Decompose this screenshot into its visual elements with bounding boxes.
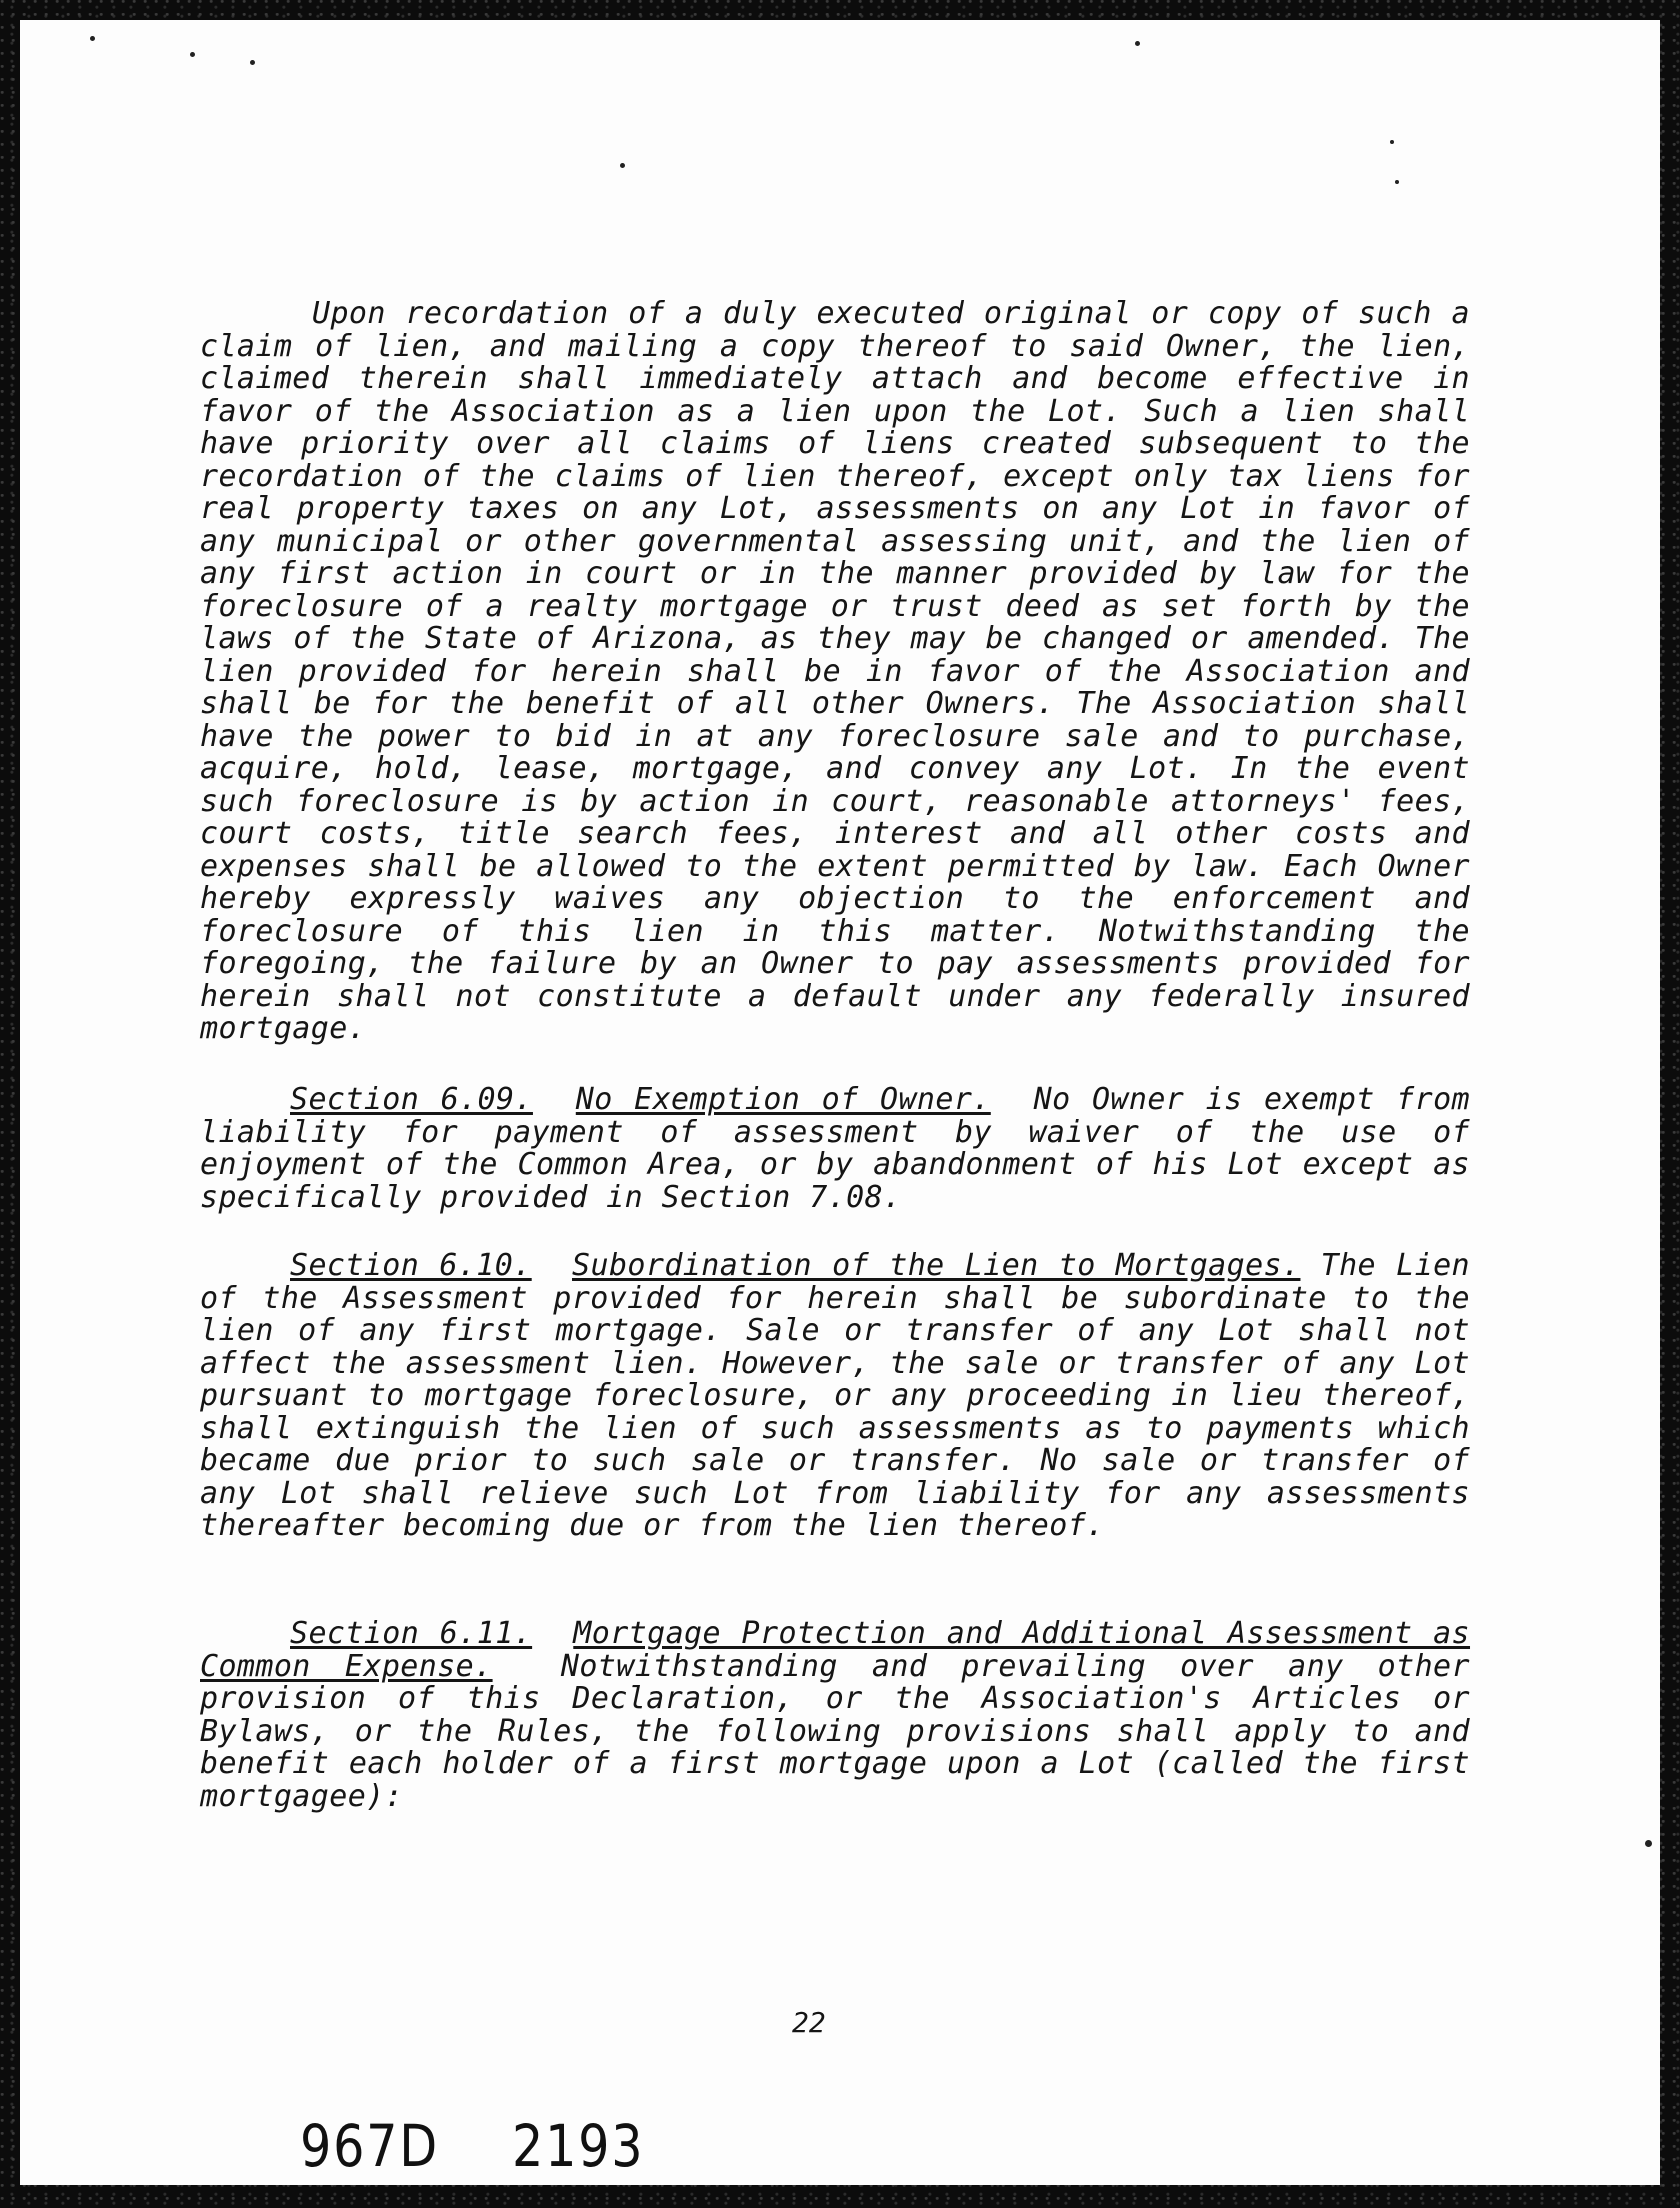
scan-speck [1395,180,1399,184]
section-title: Mortgage Protection and Additional Assessment as Common Expense. [200,1616,1471,1684]
section-number: Section 6.10. [290,1248,532,1283]
scan-speck [190,52,195,57]
scan-speck [1390,140,1394,144]
stamp-page-number: 2193 [512,2112,645,2180]
section-text: The Lien of the Assessment provided for herein shall be subordinate to the lien of any first mortgage. Sale or transfer of any Lot shall not affect the assessment lien. However, the sale or transfer of any Lot pursuant to mortgage foreclosure, or any proceeding in lieu thereof, shall extinguish the lien of such assessments as to payments which became due prior to such sale or transfer. No sale or transfer of any Lot shall relieve such Lot from liability for any assessments thereafter becoming due or from the lien thereof. [200,1248,1471,1543]
stamp-book-number: 967D [300,2112,439,2180]
section-6-11 [200,1618,1470,1813]
section-title: No Exemption of Owner. [575,1082,991,1117]
scan-speck [250,60,255,65]
page-number: 22 [792,2006,826,2039]
section-text: No Owner is exempt from liability for payment of assessment by waiver of the use of enjoyment of the Common Area, or by abandonment of his Lot except as specifically provided in Section 7.08. [200,1082,1471,1215]
scan-speck [1135,41,1140,46]
scan-speck [90,36,95,41]
section-title: Subordination of the Lien to Mortgages. [572,1248,1301,1283]
scan-speck [620,163,625,168]
section-6-10 [200,1250,1470,1543]
scan-speck [1645,1840,1652,1847]
section-6-09 [200,1084,1470,1214]
paragraph-lien-recordation: Upon recordation of a duly executed original or copy of such a claim of lien, and mailing a copy thereof to said Owner, the lien, claimed therein shall immediately attach and become effective in favor of the Association as a lien upon the Lot. Such a lien shall have priority over all claims of liens created subsequent to the recordation of the claims of lien thereof, except only tax liens for real property taxes on any Lot, assessments on any Lot in favor of any municipal or other governmental assessing unit, and the lien of any first action in court or in the manner provided by law for the foreclosure of a realty mortgage or trust deed as set forth by the laws of the State of Arizona, as they may be changed or amended. The lien provided for herein shall be in favor of the Association and shall be for the benefit of all other Owners. The Association shall have the power to bid in at any foreclosure sale and to purchase, acquire, hold, lease, mortgage, and convey any Lot. In the event such foreclosure is by action in court, reasonable attorneys' fees, court costs, title search fees, interest and all other costs and expenses shall be allowed to the extent permitted by law. Each Owner hereby expressly waives any objection to the enforcement and foreclosure of this lien in this matter. Notwithstanding the foregoing, the failure by an Owner to pay assessments provided for herein shall not constitute a default under any federally insured mortgage. [200,296,1470,1046]
section-number: Section 6.11. [290,1616,533,1651]
section-text: Notwithstanding and prevailing over any other provision of this Declaration, or the Association's Articles or Bylaws, or the Rules, the following provisions shall apply to and benefit each holder of a first mortgage upon a Lot (called the first mortgagee): [200,1648,1470,1814]
section-number: Section 6.09. [290,1082,533,1117]
